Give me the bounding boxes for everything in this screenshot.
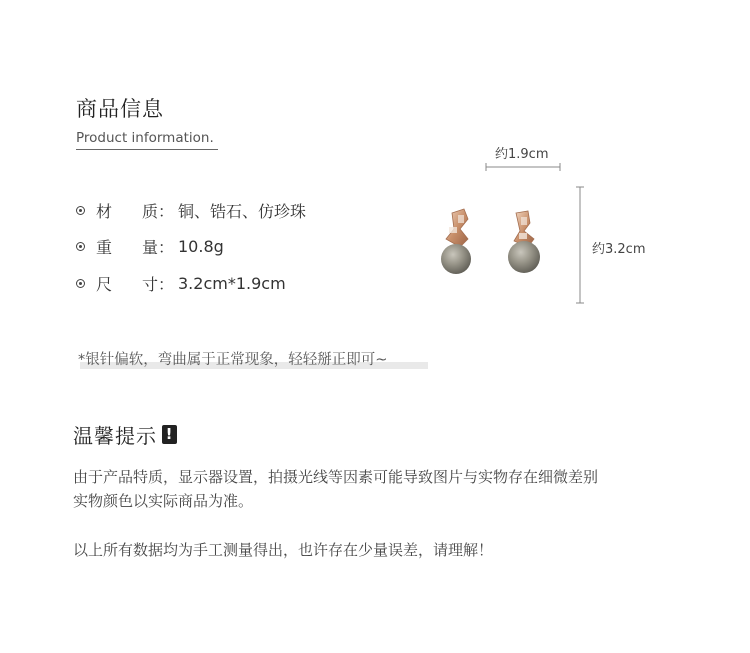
spec-row-size (76, 272, 286, 295)
tips-paragraph-1 (73, 465, 598, 513)
left-earring (441, 209, 471, 274)
spec-label: 重 (96, 238, 113, 257)
spec-label: 尺 (96, 275, 113, 294)
spec-value: 铜、锆石、仿珍珠 (178, 202, 307, 221)
right-earring (508, 211, 540, 273)
subtitle-underline (76, 149, 218, 150)
tips-title (73, 420, 177, 449)
care-note: *银针偏软，弯曲属于正常现象，轻轻掰正即可~ (78, 352, 388, 368)
exclamation-icon: ! (162, 425, 177, 444)
spec-row-material (76, 199, 306, 222)
spec-label-suffix: 寸： (142, 275, 175, 294)
spec-value: 3.2cm*1.9cm (178, 274, 286, 293)
width-dimension-line (486, 163, 560, 171)
section-subtitle: Product information. (76, 130, 214, 146)
tips-paragraph-1-line-1: 由于产品特质，显示器设置，拍摄光线等因素可能导致图片与实物存在细微差别 (73, 468, 599, 486)
spec-label-suffix: 质： (142, 202, 175, 221)
width-dimension-label: 约1.9cm (495, 147, 549, 162)
spec-row-weight (76, 235, 224, 258)
spec-label: 材 (96, 202, 113, 221)
spec-label-suffix: 量： (142, 238, 175, 257)
tips-paragraph-1-line-2: 实物颜色以实际商品为准。 (73, 492, 254, 510)
tips-title-text: 温馨提示 (73, 424, 157, 448)
tips-paragraph-2: 以上所有数据均为手工测量得出，也许存在少量误差，请理解！ (73, 541, 494, 559)
bullet-icon (76, 242, 85, 251)
bullet-icon (76, 206, 85, 215)
height-dimension-label: 约3.2cm (592, 242, 646, 257)
product-image (420, 155, 590, 310)
height-dimension-line (576, 187, 584, 303)
spec-value: 10.8g (178, 237, 224, 256)
section-title: 商品信息 (76, 97, 164, 121)
bullet-icon (76, 279, 85, 288)
